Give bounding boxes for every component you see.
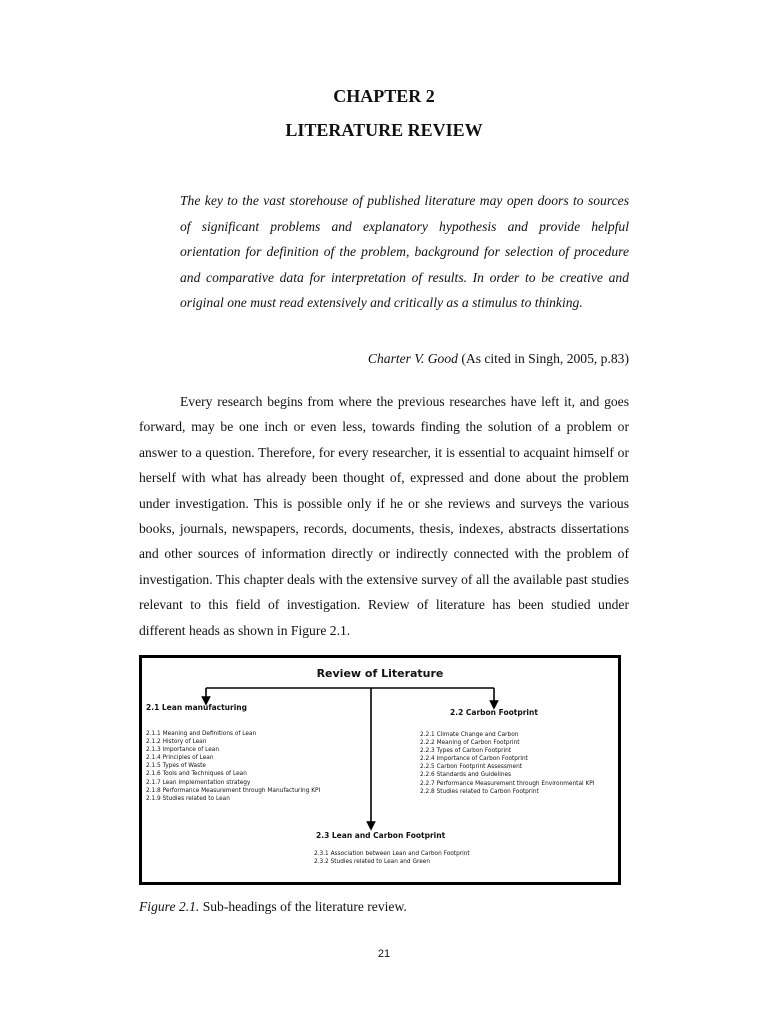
epigraph-citation <box>368 351 629 367</box>
list-item: 2.2.4 Importance of Carbon Footprint <box>420 756 528 763</box>
figure-caption-label: Figure 2.1. <box>139 899 200 914</box>
page-number: 21 <box>377 948 391 960</box>
list-item: 2.2.1 Climate Change and Carbon <box>420 732 519 738</box>
list-item: 2.1.3 Importance of Lean <box>146 747 220 754</box>
list-item: 2.1.1 Meaning and Definitions of Lean <box>146 731 257 737</box>
figure-caption-text: Sub-headings of the literature review. <box>199 899 407 914</box>
epigraph-author: Charter V. Good <box>367 351 458 366</box>
lean-manufacturing-list <box>146 730 320 803</box>
list-item: 2.1.6 Tools and Techniques of Lean <box>146 771 247 778</box>
lean-and-carbon-list <box>314 850 470 866</box>
list-item: 2.1.8 Performance Measurement through Manufacturing KPI <box>146 787 321 794</box>
epigraph-source: (As cited in Singh, 2005, p.83) <box>461 351 629 366</box>
list-item: 2.1.4 Principles of Lean <box>146 755 214 762</box>
list-item: 2.2.5 Carbon Footprint Assessment <box>420 764 523 771</box>
list-item: 2.3.2 Studies related to Lean and Green <box>314 859 431 866</box>
carbon-footprint-heading: 2.2 Carbon Footprint <box>450 708 538 717</box>
list-item: 2.2.6 Standards and Guidelines <box>420 772 512 779</box>
chapter-title: LITERATURE REVIEW <box>285 120 483 140</box>
carbon-footprint-list <box>420 731 594 796</box>
list-item: 2.1.9 Studies related to Lean <box>146 795 230 802</box>
list-item: 2.2.8 Studies related to Carbon Footprint <box>420 788 539 795</box>
list-item: 2.2.7 Performance Measurement through Environmental KPI <box>420 780 595 787</box>
body-paragraph: Every research begins from where the previous researches have left it, and goes forward, may be one inch or even less, towards finding the solution of a problem or answer to a question. Therefore, for every researcher, it is essential to acquaint himself or herself with what has already been thought of, expressed and done about the problem under investigation. This is possible only if he or she reviews and surveys the various books, journals, newspapers, records, documents, thesis, indexes, abstracts dissertations and other sources of information directly or indirectly connected with the problem of investigation. This chapter deals with the extensive survey of all the available past studies relevant to this field of investigation. Review of literature has been studied under different heads as shown in Figure 2.1. <box>139 394 629 638</box>
lean-manufacturing-heading: 2.1 Lean manufacturing <box>146 703 248 712</box>
list-item: 2.3.1 Association between Lean and Carbon Footprint <box>314 851 470 857</box>
list-item: 2.1.7 Lean Implementation strategy <box>146 779 251 786</box>
lean-and-carbon-heading: 2.3 Lean and Carbon Footprint <box>316 831 446 840</box>
epigraph-text: The key to the vast storehouse of published literature may open doors to sources of significant problems and explanatory hypothesis and provide helpful orientation for definition of the problem, background for selection of procedure and comparative data for interpretation of results. In order to be creative and original one must read extensively and critically as a stimulus to thinking. <box>180 193 629 310</box>
list-item: 2.2.3 Types of Carbon Footprint <box>420 748 512 755</box>
list-item: 2.1.2 History of Lean <box>146 739 207 746</box>
diagram-title: Review of Literature <box>316 667 444 680</box>
chapter-label: CHAPTER 2 <box>333 86 435 106</box>
list-item: 2.1.5 Types of Waste <box>146 763 206 770</box>
list-item: 2.2.2 Meaning of Carbon Footprint <box>420 740 520 747</box>
literature-review-diagram <box>139 655 621 885</box>
figure-caption <box>139 899 407 915</box>
